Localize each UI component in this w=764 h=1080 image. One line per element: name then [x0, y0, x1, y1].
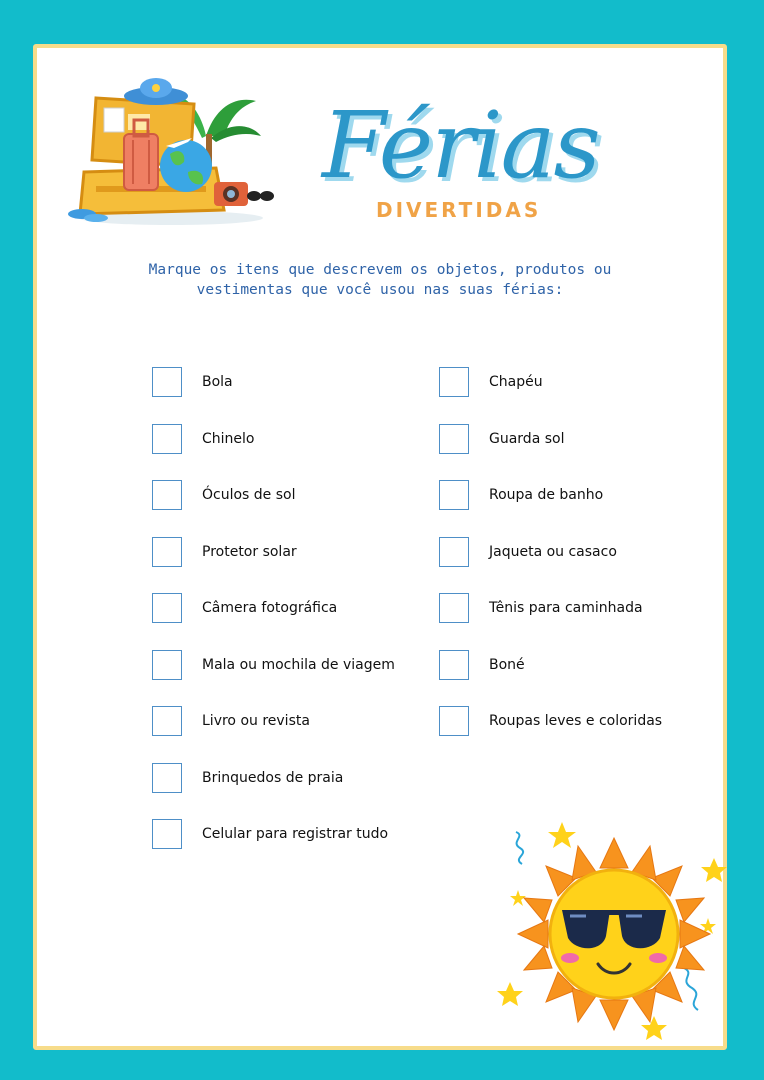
checklist-item-label: Roupas leves e coloridas	[489, 713, 663, 729]
checkbox[interactable]	[152, 367, 182, 397]
checklist-item	[152, 479, 296, 511]
checklist-item-label: Protetor solar	[202, 544, 297, 560]
checklist-item-label: Brinquedos de praia	[202, 770, 344, 786]
checkbox[interactable]	[152, 706, 182, 736]
checklist-item	[439, 479, 603, 511]
checklist-item-label: Óculos de sol	[202, 487, 296, 503]
checklist-item-label: Bola	[202, 374, 233, 390]
instructions	[130, 260, 630, 300]
checklist-item	[439, 649, 525, 681]
checklist-item-label: Celular para registrar tudo	[202, 826, 389, 842]
title-subtitle: DIVERTIDAS	[376, 198, 542, 222]
suitcase-illustration	[66, 76, 276, 231]
checkbox[interactable]	[152, 537, 182, 567]
checkbox[interactable]	[152, 650, 182, 680]
checkbox[interactable]	[152, 819, 182, 849]
checkbox[interactable]	[439, 537, 469, 567]
checklist-item-label: Chapéu	[489, 374, 543, 390]
instructions-line-1: Marque os itens que descrevem os objetos, produtos ou	[148, 262, 612, 278]
checklist-item-label: Chinelo	[202, 431, 255, 447]
checklist-item-label: Boné	[489, 657, 525, 673]
checkbox[interactable]	[439, 480, 469, 510]
checklist-item	[152, 818, 388, 850]
checklist-item-label: Câmera fotográfica	[202, 600, 338, 616]
checkbox[interactable]	[152, 593, 182, 623]
checklist-item	[439, 705, 662, 737]
checklist-item-label: Roupa de banho	[489, 487, 604, 503]
checklist-item	[152, 536, 297, 568]
checkbox[interactable]	[439, 367, 469, 397]
checkbox[interactable]	[152, 763, 182, 793]
sun-with-sunglasses-illustration	[496, 818, 730, 1044]
checklist-item	[152, 592, 337, 624]
checklist-item	[439, 366, 543, 398]
checklist-item-label: Mala ou mochila de viagem	[202, 657, 395, 673]
checklist-item	[439, 592, 643, 624]
checklist-item	[152, 762, 343, 794]
checklist-item	[439, 536, 617, 568]
checkbox[interactable]	[439, 650, 469, 680]
checkbox[interactable]	[152, 424, 182, 454]
checklist-item	[152, 366, 233, 398]
checklist-item	[152, 423, 254, 455]
checkbox[interactable]	[439, 424, 469, 454]
instructions-line-2: vestimentas que você usou nas suas férias:	[196, 282, 564, 298]
checklist-item-label: Guarda sol	[489, 431, 565, 447]
checklist-item	[439, 423, 564, 455]
title-main: Férias	[322, 92, 599, 199]
checklist-item-label: Jaqueta ou casaco	[489, 544, 617, 560]
checklist-item-label: Tênis para caminhada	[489, 600, 643, 616]
checklist-item-label: Livro ou revista	[202, 713, 310, 729]
checkbox[interactable]	[152, 480, 182, 510]
checkbox[interactable]	[439, 593, 469, 623]
checklist-item	[152, 649, 395, 681]
checklist-item	[152, 705, 310, 737]
checkbox[interactable]	[439, 706, 469, 736]
